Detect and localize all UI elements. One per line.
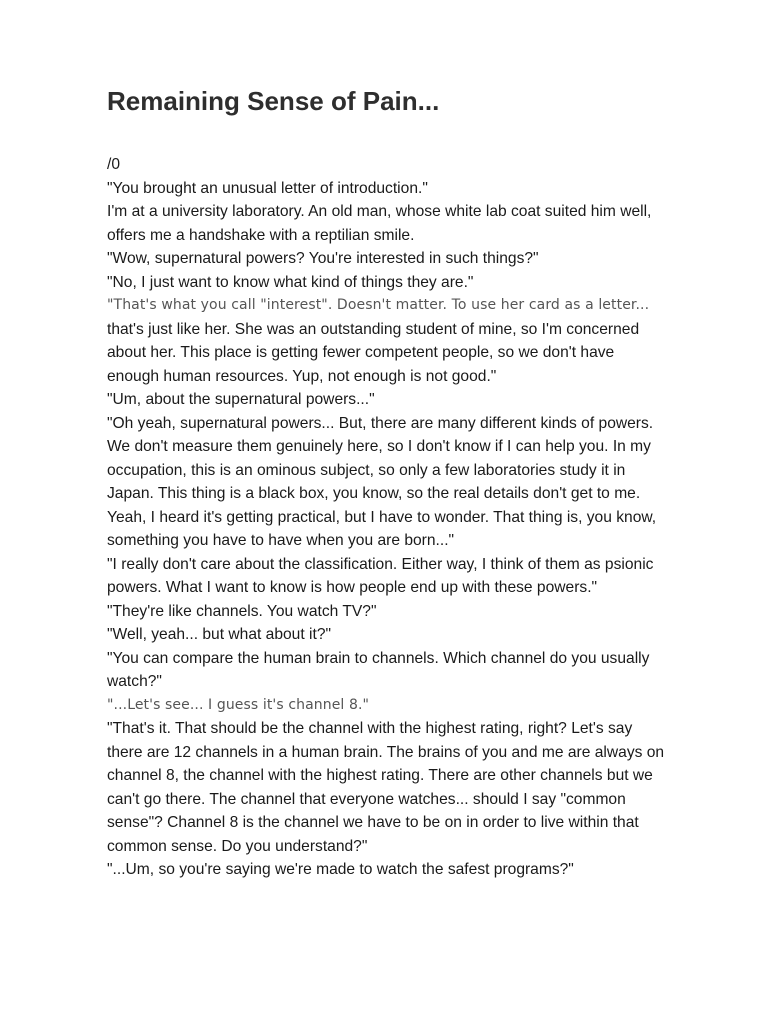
paragraph: "Um, about the supernatural powers..." [107,391,375,408]
paragraph: /0 [107,156,121,173]
paragraph: "Oh yeah, supernatural powers... But, there are many different kinds of powers. We don't measure them genuinely here, so I don't know if I can help you. In my occupation, this is an ominous subject, so only a few laboratories study it in Japan. This thing is a black box, you know, so the real details don't get to me. Yeah, I heard it's getting practical, but I have to wonder. That thing is, you know, something you have to have when you are born..." [107,414,657,549]
paragraph: "...Um, so you're saying we're made to watch the safest programs?" [107,861,574,878]
paragraph: "That's it. That should be the channel with the highest rating, right? Let's say there are 12 channels in a human brain. The brains of you and me are always on channel 8, the channel with the highest rating. There are other channels but we can't go there. The channel that everyone watches... should I say "common sense"? Channel 8 is the channel we have to be on in order to live within that common sense. Do you understand?" [107,720,665,855]
paragraph: "That's what you call "interest". Doesn't matter. To use her card as a letter... [107,297,650,313]
document-body [107,153,667,882]
paragraph: "No, I just want to know what kind of things they are." [107,273,474,291]
paragraph: "Wow, supernatural powers? You're interested in such things?" [107,250,539,267]
paragraph: "You brought an unusual letter of introduction." [107,179,428,197]
paragraph: "Well, yeah... but what about it?" [107,626,332,643]
paragraph: "You can compare the human brain to channels. Which channel do you usually watch?" [107,649,650,690]
paragraph: I'm at a university laboratory. An old man, whose white lab coat suited him well, offers me a handshake with a reptilian smile. [107,203,652,244]
paragraph: "I really don't care about the classification. Either way, I think of them as psionic powers. What I want to know is how people end up with these powers." [107,555,654,596]
page-title: Remaining Sense of Pain... [107,86,440,116]
paragraph: "...Let's see... I guess it's channel 8." [107,696,370,713]
paragraph: "They're like channels. You watch TV?" [107,602,377,620]
paragraph: that's just like her. She was an outstanding student of mine, so I'm concerned about her. This place is getting fewer competent people, so we don't have enough human resources. Yup, not enough is not good." [107,320,640,385]
